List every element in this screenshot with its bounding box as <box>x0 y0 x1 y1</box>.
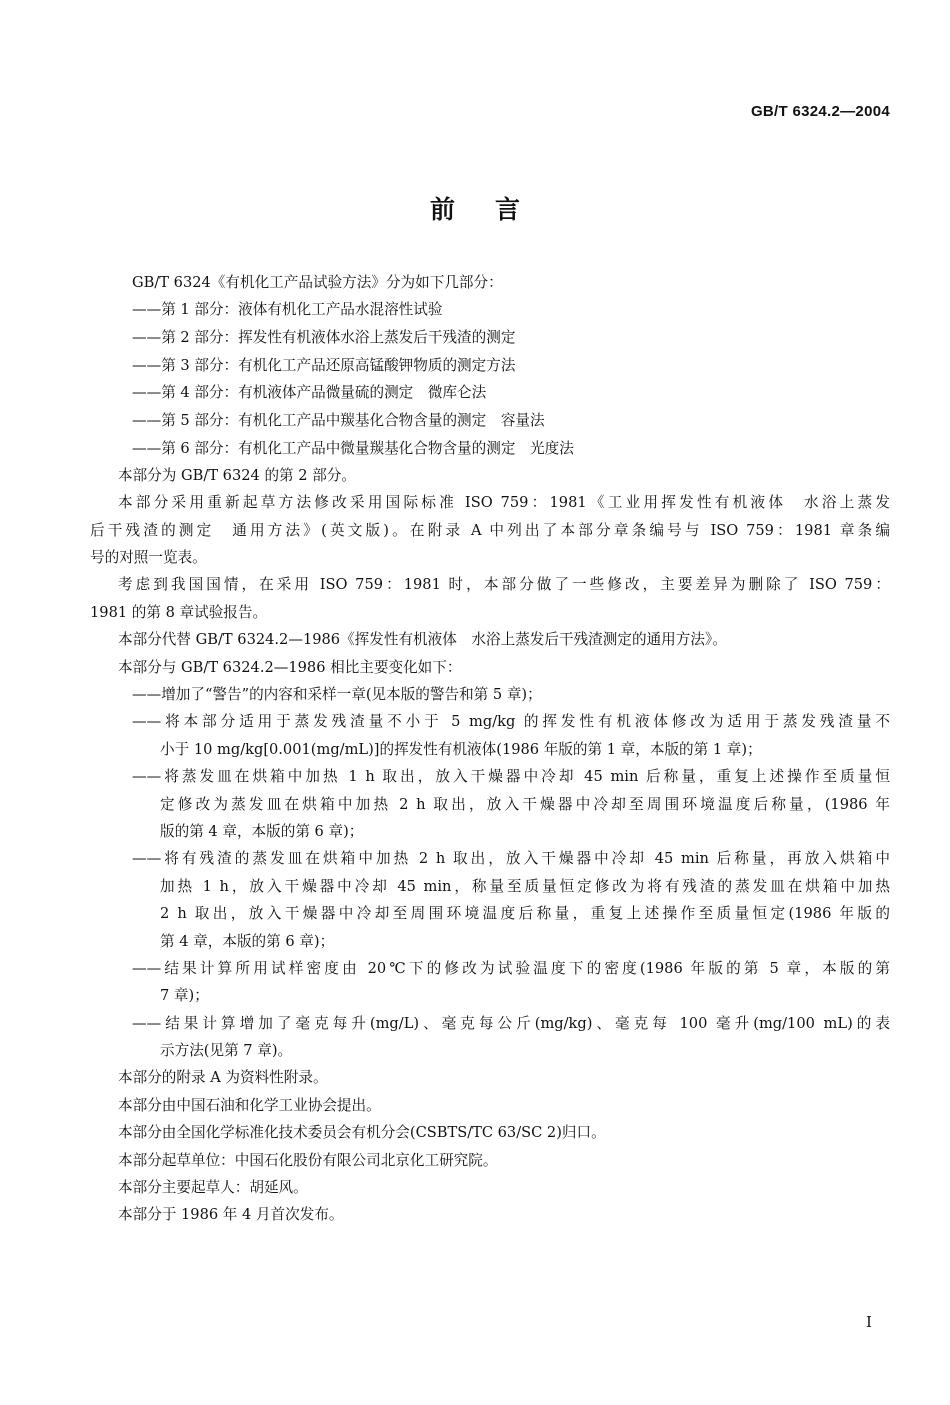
text-line: 本部分与 GB/T 6324.2—1986 相比主要变化如下： <box>118 659 462 676</box>
text-line: 后干残渣的测定 通用方法》(英文版)。在附录 A 中列出了本部分章条编号与 ISO 759：1981 章条编 <box>90 522 890 539</box>
text-line: GB/T 6324《有机化工产品试验方法》分为如下几部分： <box>132 274 503 291</box>
text-line: 本部分采用重新起草方法修改采用国际标准 ISO 759：1981《工业用挥发性有机液体 水浴上蒸发 <box>118 494 890 511</box>
text-line: ——将有残渣的蒸发皿在烘箱中加热 2 h 取出，放入干燥器中冷却 45 min 后称量，再放入烘箱中 <box>132 850 890 867</box>
text-line: 加热 1 h，放入干燥器中冷却 45 min，称量至质量恒定修改为将有残渣的蒸发皿在烘箱中加热 <box>160 878 890 895</box>
text-line: ——第 1 部分：液体有机化工产品水混溶性试验 <box>132 301 443 318</box>
text-line: ——第 5 部分：有机化工产品中羰基化合物含量的测定 容量法 <box>132 412 545 429</box>
text-line: ——增加了“警告”的内容和采样一章(见本版的警告和第 5 章)； <box>132 686 542 703</box>
text-line: 考虑到我国国情，在采用 ISO 759：1981 时，本部分做了一些修改，主要差异为删除了 ISO 759： <box>118 576 890 593</box>
text-line: ——结果计算所用试样密度由 20℃下的修改为试验温度下的密度(1986 年版的第 5 章，本版的第 <box>132 960 890 977</box>
text-line: 本部分由全国化学标准化技术委员会有机分会(CSBTS/TC 63/SC 2)归口。 <box>118 1124 606 1141</box>
page-title: 前言 <box>429 195 560 224</box>
text-line: 7 章)； <box>160 987 209 1004</box>
text-line: ——结果计算增加了毫克每升(mg/L)、毫克每公斤(mg/kg)、毫克每 100 毫升(mg/100 mL)的表 <box>132 1015 890 1032</box>
text-line: 示方法(见第 7 章)。 <box>160 1042 293 1059</box>
text-line: 本部分为 GB/T 6324 的第 2 部分。 <box>118 467 356 484</box>
text-line: 2 h 取出，放入干燥器中冷却至周围环境温度后称量，重复上述操作至质量恒定(1986 年版的 <box>160 905 890 922</box>
text-line: 本部分的附录 A 为资料性附录。 <box>118 1069 328 1086</box>
text-line: 第 4 章，本版的第 6 章)； <box>160 933 335 950</box>
text-line: ——第 2 部分：挥发性有机液体水浴上蒸发后干残渣的测定 <box>132 329 516 346</box>
text-line: 本部分由中国石油和化学工业协会提出。 <box>118 1097 381 1114</box>
text-line: 定修改为蒸发皿在烘箱中加热 2 h 取出，放入干燥器中冷却至周围环境温度后称量，(1986 年 <box>160 796 890 813</box>
text-line: 1981 的第 8 章试验报告。 <box>90 604 268 621</box>
text-line: 小于 10 mg/kg[0.001(mg/mL)]的挥发性有机液体(1986 年版的第 1 章，本版的第 1 章)； <box>160 741 762 758</box>
text-line: 版的第 4 章，本版的第 6 章)； <box>160 823 364 840</box>
text-line: 本部分代替 GB/T 6324.2—1986《挥发性有机液体 水浴上蒸发后干残渣测定的通用方法》。 <box>118 631 727 648</box>
text-line: 号的对照一览表。 <box>90 549 207 566</box>
text-line: ——将本部分适用于蒸发残渣量不小于 5 mg/kg 的挥发性有机液体修改为适用于蒸发残渣量不 <box>132 713 890 730</box>
text-line: ——第 3 部分：有机化工产品还原高锰酸钾物质的测定方法 <box>132 357 516 374</box>
text-line: ——将蒸发皿在烘箱中加热 1 h 取出，放入干燥器中冷却 45 min 后称量，重复上述操作至质量恒 <box>132 768 890 785</box>
standard-code: GB/T 6324.2—2004 <box>750 103 890 120</box>
text-line: ——第 6 部分：有机化工产品中微量羰基化合物含量的测定 光度法 <box>132 440 574 457</box>
text-line: 本部分起草单位：中国石化股份有限公司北京化工研究院。 <box>118 1152 498 1169</box>
page-number: I <box>866 1313 872 1331</box>
text-line: 本部分于 1986 年 4 月首次发布。 <box>118 1206 344 1223</box>
text-line: 本部分主要起草人：胡延风。 <box>118 1179 308 1196</box>
text-line: ——第 4 部分：有机液体产品微量硫的测定 微库仑法 <box>132 384 487 401</box>
